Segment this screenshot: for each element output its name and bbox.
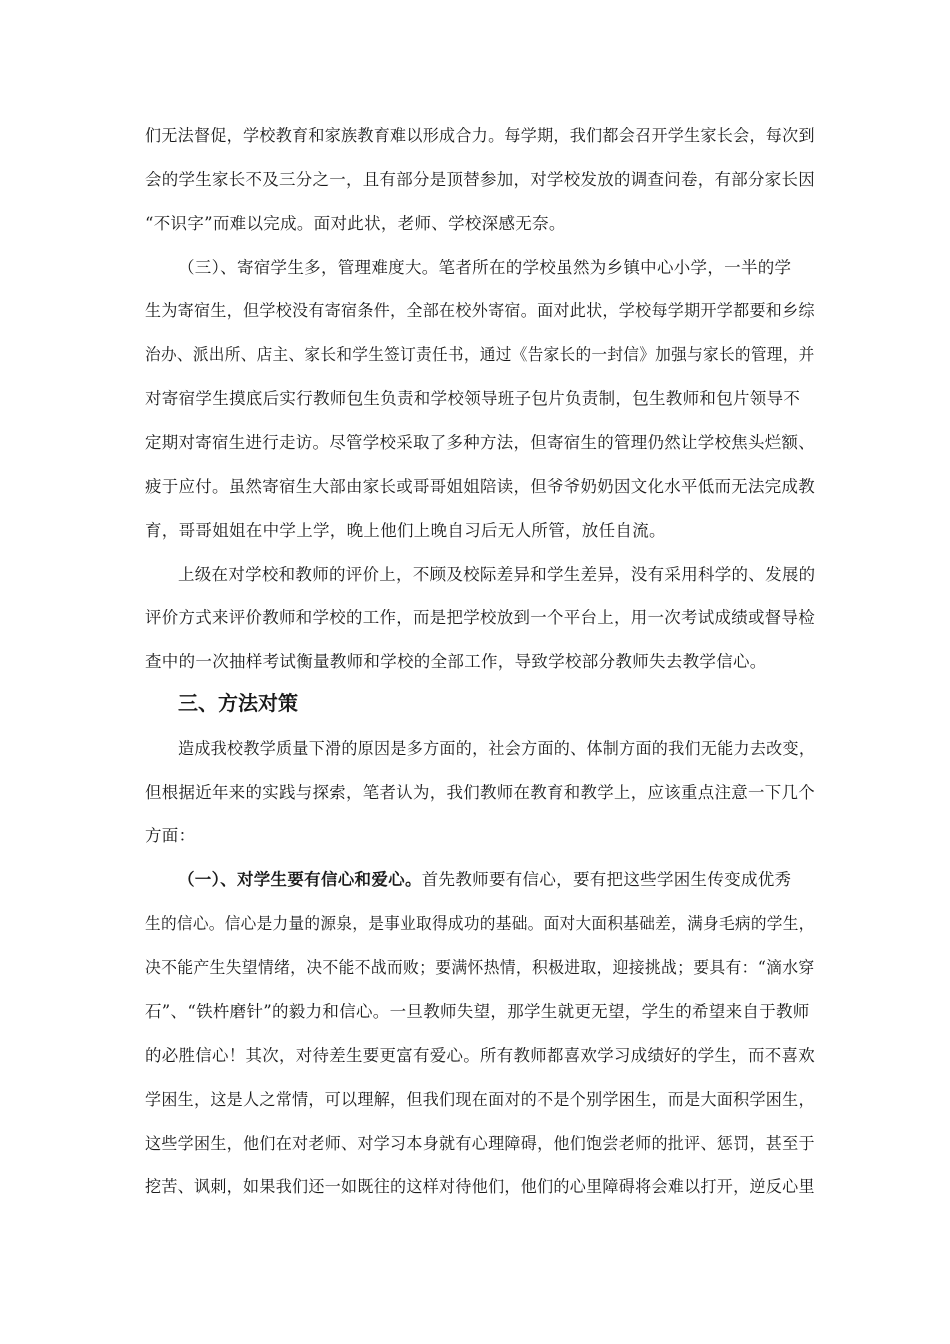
text-line: 评价方式来评价教师和学校的工作，而是把学校放到一个平台上，用一次考试成绩或督导检: [145, 608, 815, 627]
text-line: 查中的一次抽样考试衡量教师和学校的全部工作，导致学校部分教师失去教学信心。: [145, 652, 767, 671]
text-line: 造成我校教学质量下滑的原因是多方面的，社会方面的、体制方面的我们无能力去改变，: [178, 739, 816, 758]
text-line: 们无法督促，学校教育和家族教育难以形成合力。每学期，我们都会召开学生家长会，每次到: [145, 126, 815, 145]
text-line: 疲于应付。虽然寄宿生大部由家长或哥哥姐姐陪读，但爷爷奶奶因文化水平低而无法完成教: [145, 477, 815, 496]
text-line: 这些学困生，他们在对老师、对学习本身就有心理障碍，他们饱尝老师的批评、惩罚，甚至于: [145, 1134, 815, 1153]
text-line: 会的学生家长不及三分之一，且有部分是顶替参加，对学校发放的调查问卷，有部分家长因: [145, 170, 815, 189]
text-line: 的必胜信心！其次，对待差生要更富有爱心。所有教师都喜欢学习成绩好的学生，而不喜欢: [145, 1046, 815, 1065]
text-line: 学困生，这是人之常情，可以理解，但我们现在面对的不是个别学困生，而是大面积学困生，: [145, 1090, 815, 1109]
text-line: 对寄宿学生摸底后实行教师包生负责和学校领导班子包片负责制，包生教师和包片领导不: [145, 389, 801, 408]
text-line: 治办、派出所、店主、家长和学生签订责任书，通过《告家长的一封信》加强与家长的管理，并: [145, 345, 815, 364]
text-line: [178, 869, 815, 891]
text-line: （三）、寄宿学生多，管理难度大。笔者所在的学校虽然为乡镇中心小学，一半的学: [178, 258, 792, 277]
text-line: 但根据近年来的实践与探索，笔者认为，我们教师在教育和教学上，应该重点注意一下几个: [145, 783, 815, 802]
text-line: 方面：: [145, 826, 196, 845]
text-line: 育，哥哥姐姐在中学上学，晚上他们上晚自习后无人所管，放任自流。: [145, 521, 666, 540]
text-line: 生为寄宿生，但学校没有寄宿条件，全部在校外寄宿。面对此状，学校每学期开学都要和乡综: [145, 301, 815, 320]
text-line: 生的信心。信心是力量的源泉，是事业取得成功的基础。面对大面积基础差，满身毛病的学生，: [145, 914, 815, 933]
text-line: 决不能产生失望情绪，决不能不战而败；要满怀热情，积极进取，迎接挑战；要具有：“滴水穿: [145, 958, 815, 977]
text-line: “不识字”而难以完成。面对此状，老师、学校深感无奈。: [145, 214, 566, 233]
text-line: 定期对寄宿生进行走访。尽管学校采取了多种方法，但寄宿生的管理仍然让学校焦头烂额、: [145, 433, 815, 452]
text-line: 上级在对学校和教师的评价上，不顾及校际差异和学生差异，没有采用科学的、发展的: [178, 565, 816, 584]
text-line: 挖苦、讽刺，如果我们还一如既往的这样对待他们，他们的心里障碍将会难以打开，逆反心里: [145, 1177, 815, 1196]
text-line: 石”、“铁杵磨针”的毅力和信心。一旦教师失望，那学生就更无望，学生的希望来自于教师: [145, 1002, 810, 1021]
text-span: 首先教师要有信心，要有把这些学困生传变成优秀: [421, 870, 792, 889]
subheading-lead: （一）、对学生要有信心和爱心。: [178, 870, 422, 889]
section-heading: 三、方法对策: [178, 691, 298, 715]
